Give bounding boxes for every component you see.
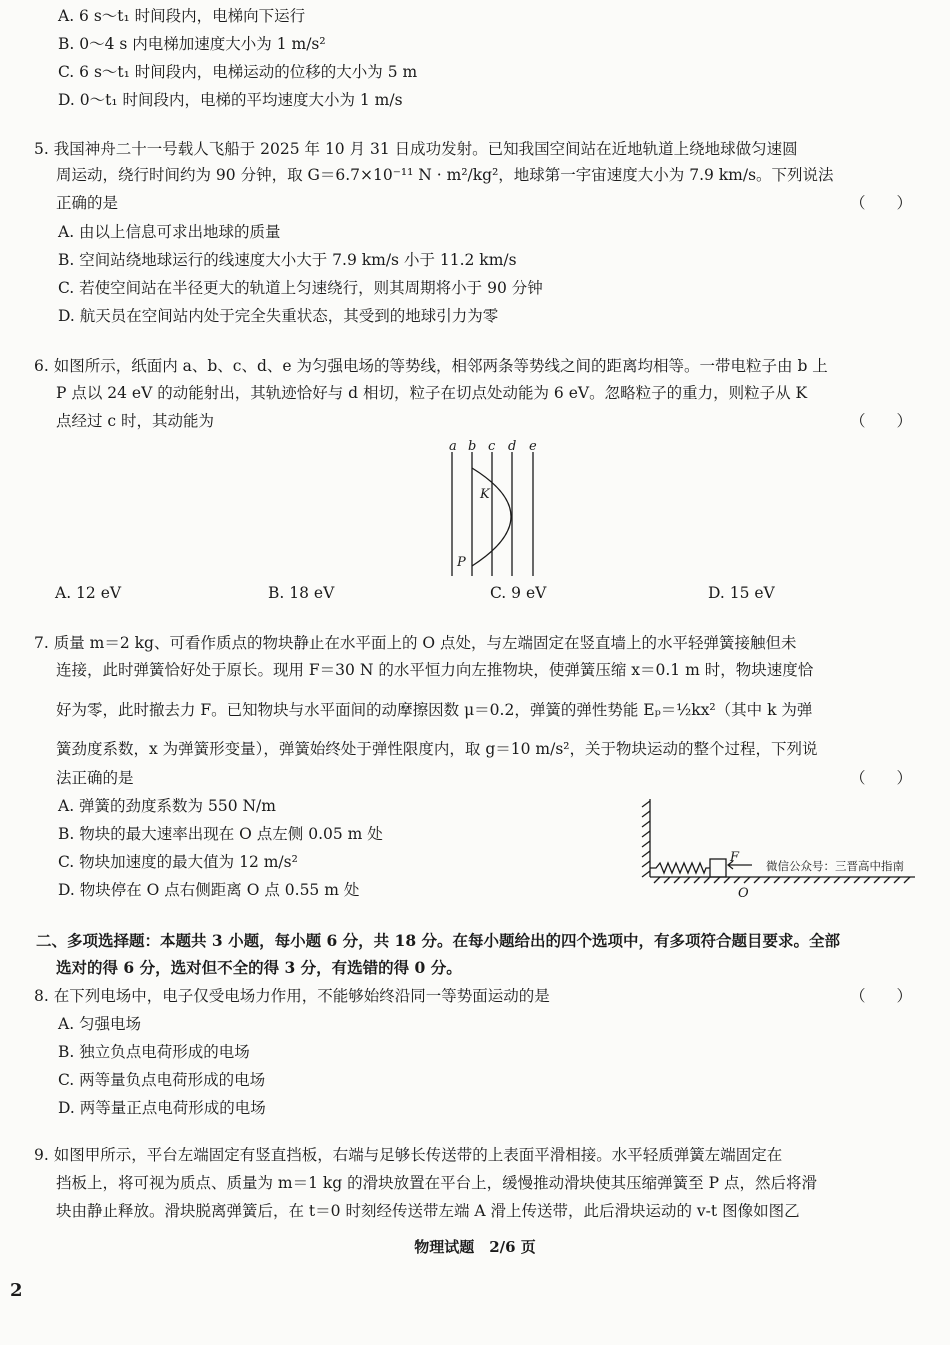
question-7-line: 好为零，此时撤去力 F。已知物块与水平面间的动摩擦因数 μ＝0.2，弹簧的弹性势能 Eₚ＝½kx²（其中 k 为弹 — [56, 701, 813, 719]
question-8-line: 8. 在下列电场中，电子仅受电场力作用，不能够始终沿同一等势面运动的是 — [34, 987, 550, 1005]
label-e: e — [529, 439, 537, 454]
question-9-line: 块由静止释放。滑块脱离弹簧后，在 t＝0 时刻经传送带左端 A 滑上传送带，此后滑块运动的 v-t 图像如图乙 — [56, 1202, 800, 1220]
option-line: A. 匀强电场 — [58, 1015, 142, 1033]
label-b: b — [468, 439, 477, 454]
label-P: P — [457, 555, 466, 570]
option-line: D. 两等量正点电荷形成的电场 — [58, 1099, 266, 1117]
option-line: A. 弹簧的劲度系数为 550 N/m — [58, 797, 276, 815]
option-line: D. 物块停在 O 点右侧距离 O 点 0.55 m 处 — [58, 881, 360, 899]
option-line: A. 12 eV — [55, 584, 122, 602]
option-line: D. 0～t₁ 时间段内，电梯的平均速度大小为 1 m/s — [58, 91, 403, 109]
question-6-line: 点经过 c 时，其动能为 — [56, 412, 215, 430]
option-line: C. 若使空间站在半径更大的轨道上匀速绕行，则其周期将小于 90 分钟 — [58, 279, 543, 297]
wall-hatch — [642, 801, 650, 877]
page-footer: 物理试题 2/6 页 — [414, 1238, 536, 1256]
option-line: C. 6 s～t₁ 时间段内，电梯运动的位移的大小为 5 m — [58, 63, 418, 81]
label-K: K — [480, 487, 490, 502]
question-7-line: 簧劲度系数，x 为弹簧形变量），弹簧始终处于弹性限度内，取 g＝10 m/s²，关于物块运动的整个过程，下列说 — [56, 740, 818, 758]
label-O: O — [738, 886, 749, 901]
question-9-line: 9. 如图甲所示，平台左端固定有竖直挡板，右端与足够长传送带的上表面平滑相接。水平轻质弹簧左端固定在 — [34, 1146, 783, 1164]
question-7-line: 7. 质量 m＝2 kg、可看作质点的物块静止在水平面上的 O 点处，与左端固定在竖直墙上的水平轻弹簧接触但未 — [34, 634, 797, 652]
corner-mark: 2 — [10, 1280, 23, 1301]
option-line: B. 独立负点电荷形成的电场 — [58, 1043, 250, 1061]
option-line: B. 物块的最大速率出现在 O 点左侧 0.05 m 处 — [58, 825, 383, 843]
option-line: C. 物块加速度的最大值为 12 m/s² — [58, 853, 298, 871]
option-line: B. 18 eV — [268, 584, 335, 602]
ground-hatch — [654, 877, 910, 883]
spring-block-figure — [640, 795, 920, 903]
watermark: 微信公众号：三晋高中指南 — [766, 859, 904, 873]
option-line: A. 由以上信息可求出地球的质量 — [58, 223, 281, 241]
option-line: C. 两等量负点电荷形成的电场 — [58, 1071, 266, 1089]
option-line: B. 空间站绕地球运行的线速度大小大于 7.9 km/s 小于 11.2 km/s — [58, 251, 517, 269]
question-6-line: 6. 如图所示，纸面内 a、b、c、d、e 为匀强电场的等势线，相邻两条等势线之间的距离均相等。一带电粒子由 b 上 — [34, 357, 828, 375]
block — [710, 859, 726, 877]
spring — [650, 863, 710, 873]
label-F: F — [730, 850, 740, 865]
answer-blank: （ ） — [849, 194, 912, 212]
option-line: D. 航天员在空间站内处于完全失重状态，其受到的地球引力为零 — [58, 307, 499, 325]
label-d: d — [508, 439, 517, 454]
question-7-line: 法正确的是 — [56, 769, 134, 787]
option-line: D. 15 eV — [708, 584, 775, 602]
section-heading: 选对的得 6 分，选对但不全的得 3 分，有选错的得 0 分。 — [56, 958, 462, 977]
question-5-line: 周运动，绕行时间约为 90 分钟，取 G＝6.7×10⁻¹¹ N · m²/kg²，地球第一宇宙速度大小为 7.9 km/s。下列说法 — [56, 166, 834, 184]
question-5-line: 5. 我国神舟二十一号载人飞船于 2025 年 10 月 31 日成功发射。已知我国空间站在近地轨道上绕地球做匀速圆 — [34, 140, 798, 158]
question-9-line: 挡板上，将可视为质点、质量为 m＝1 kg 的滑块放置在平台上，缓慢推动滑块使其压缩弹簧至 P 点，然后将滑 — [56, 1174, 817, 1192]
section-heading: 二、多项选择题：本题共 3 小题，每小题 6 分，共 18 分。在每小题给出的四个选项中，有多项符合题目要求。全部 — [36, 931, 841, 950]
equipotential-figure — [440, 438, 550, 580]
answer-blank: （ ） — [849, 769, 912, 787]
option-line: C. 9 eV — [490, 584, 547, 602]
question-6-line: P 点以 24 eV 的动能射出，其轨迹恰好与 d 相切，粒子在切点处动能为 6 eV。忽略粒子的重力，则粒子从 K — [56, 384, 808, 402]
option-line: A. 6 s～t₁ 时间段内，电梯向下运行 — [58, 7, 306, 25]
label-c: c — [488, 439, 496, 454]
answer-blank: （ ） — [849, 987, 912, 1005]
question-7-line: 连接，此时弹簧恰好处于原长。现用 F＝30 N 的水平恒力向左推物块，使弹簧压缩 x＝0.1 m 时，物块速度恰 — [56, 661, 814, 679]
answer-blank: （ ） — [849, 412, 912, 430]
option-line: B. 0～4 s 内电梯加速度大小为 1 m/s² — [58, 35, 326, 53]
question-5-line: 正确的是 — [56, 194, 119, 212]
label-a: a — [449, 439, 457, 454]
